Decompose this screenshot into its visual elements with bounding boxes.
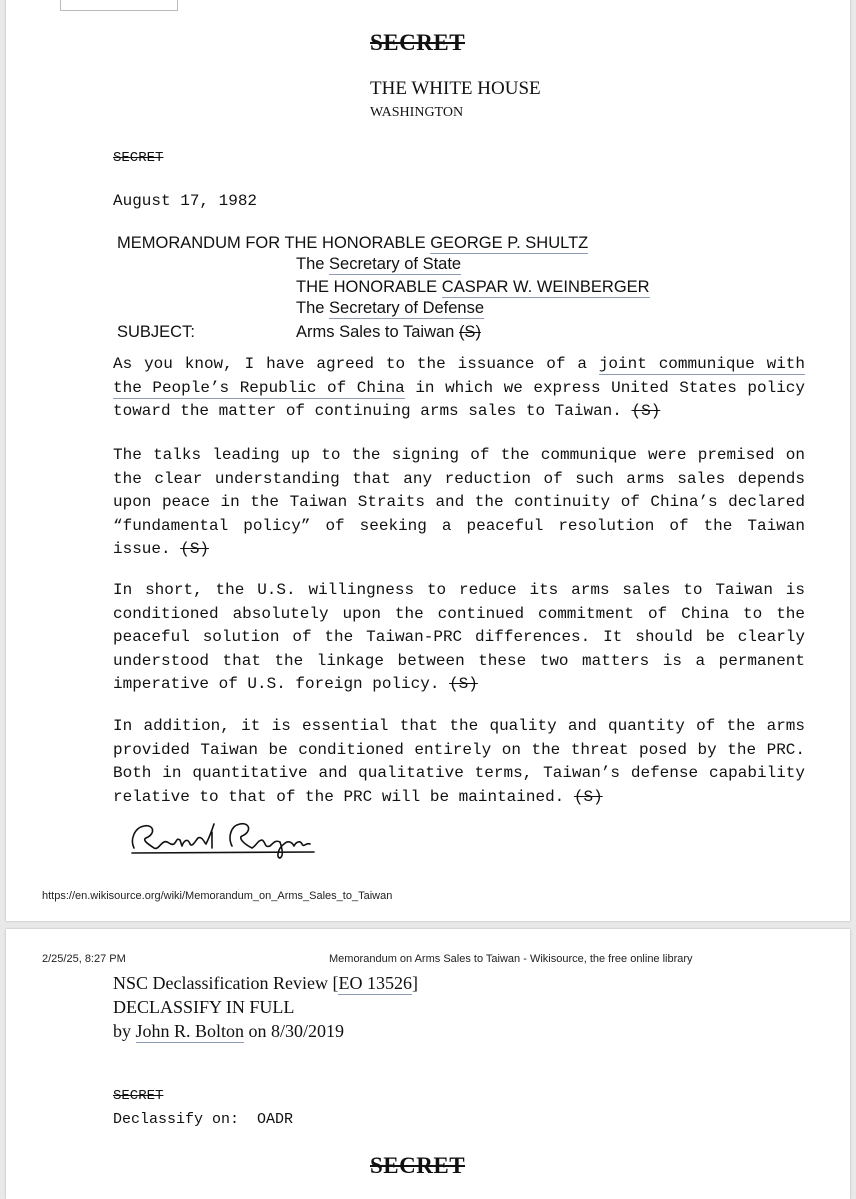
paragraph-2 [113,444,805,562]
declassify-on [113,1111,293,1128]
subject-label: SUBJECT: [117,323,195,341]
declass-line-1 [113,973,418,994]
memo-line-secstate [296,255,461,274]
declass-line-2: DECLASSIFY IN FULL [113,997,295,1017]
secretary-of-state-link[interactable]: Secretary of State [329,255,462,273]
shultz-link[interactable]: GEORGE P. SHULTZ [430,234,589,252]
top-tab-box [60,0,178,11]
office-location: WASHINGTON [370,105,464,120]
paragraph-4-text: In addition, it is essential that the quality and quantity of the arms provided Taiwan be conditioned entirely on the threat posed by the PRC. Both in quantitative and qualitative terms, Taiwan’s defense capability relative to that of the PRC will be maintained. [113,717,805,806]
subject-text: Arms Sales to Taiwan [296,323,459,341]
paragraph-2-text: The talks leading up to the signing of the communique were premised on the clear understanding that any reduction of such arms sales depends upon peace in the Taiwan Straits and the continuity of China’s declared “fundamental policy” of seeking a peaceful resolution of the Taiwan issue. [113,446,805,558]
print-timestamp: 2/25/25, 8:27 PM [42,953,126,965]
declass-line-1-prefix: NSC Declassification Review [ [113,973,339,993]
declassify-value: OADR [257,1111,294,1128]
paragraph-1 [113,353,805,424]
paragraph-4 [113,715,805,809]
document-page-1 [6,0,850,921]
office-title: THE WHITE HOUSE [370,78,541,99]
paragraph-3-mark: (S) [449,675,478,693]
classification-small-bottom: SECRET [113,1088,164,1104]
memo-line2-prefix: The [296,255,330,273]
memo-line3-prefix: THE HONORABLE [296,278,442,296]
secretary-of-defense-link[interactable]: Secretary of Defense [329,299,485,317]
classification-small: SECRET [113,150,164,166]
reagan-signature [124,818,324,862]
declass-line-3-prefix: by [113,1021,136,1041]
source-url[interactable]: https://en.wikisource.org/wiki/Memorandum_on_Arms_Sales_to_Taiwan [42,890,393,902]
weinberger-link[interactable]: CASPAR W. WEINBERGER [441,278,650,296]
eo-13526-link[interactable]: EO 13526 [338,973,412,993]
memo-line-weinberger [296,278,650,297]
memo-line-secdef [296,299,484,318]
paragraph-3-text: In short, the U.S. willingness to reduce its arms sales to Taiwan is conditioned absolutely upon the continued commitment of China to the peaceful solution of the Taiwan-PRC differences. It should be clearly understood that the linkage between these two matters is a permanent imperative of U.S. foreign policy. [113,581,805,693]
subject-line [296,323,481,342]
paragraph-3 [113,579,805,697]
john-bolton-link[interactable]: John R. Bolton [135,1021,245,1041]
paragraph-1-pre: As you know, I have agreed to the issuance of a [113,355,599,373]
paragraph-4-mark: (S) [573,787,603,806]
declass-line-1-suffix: ] [411,973,418,993]
classification-header: SECRET [370,30,466,55]
paragraph-1-mark: (S) [631,402,661,420]
memo-date: August 17, 1982 [113,192,258,210]
paragraph-2-mark: (S) [180,540,210,558]
classification-footer: SECRET [370,1153,466,1178]
paragraph-1-post: in which we express United States policy toward the matter of continuing arms sales to Taiwan. [113,378,806,420]
joint-communique-link[interactable]: joint communique with the People’s Republic of China [113,355,805,397]
document-page-2 [6,929,850,1199]
declass-line-3 [113,1021,344,1042]
print-page-title: Memorandum on Arms Sales to Taiwan - Wikisource, the free online library [329,953,693,965]
subject-classification-mark: (S) [458,323,481,341]
declass-line-3-suffix: on 8/30/2019 [244,1021,345,1041]
memo-line4-prefix: The [296,299,330,317]
declassify-label: Declassify on: [113,1111,240,1128]
memo-for-prefix: MEMORANDUM FOR THE HONORABLE [117,234,431,252]
memo-for-line [117,234,588,253]
